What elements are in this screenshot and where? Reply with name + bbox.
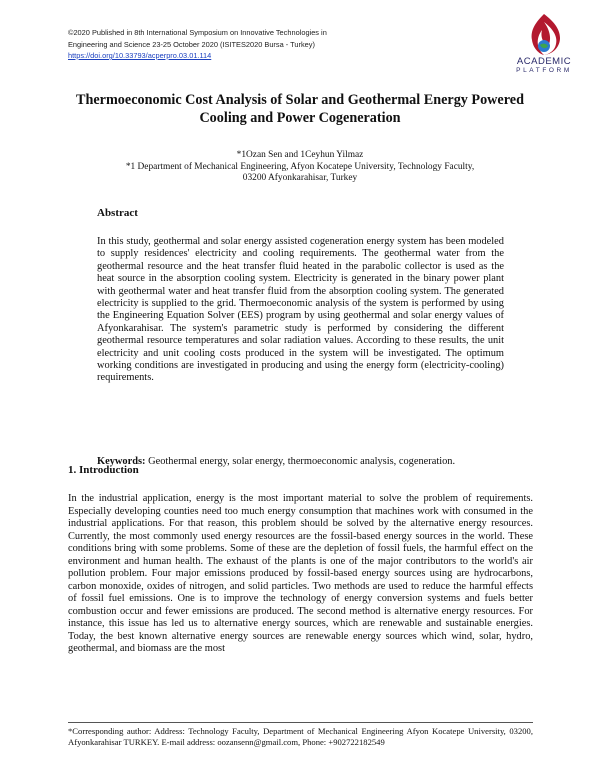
flame-icon xyxy=(522,12,566,58)
academic-platform-logo xyxy=(506,12,582,82)
keywords-text: Geothermal energy, solar energy, thermoeconomic analysis, cogeneration. xyxy=(148,456,456,467)
author-names: *1Ozan Sen and 1Ceyhun Yilmaz xyxy=(236,150,364,160)
publication-header xyxy=(68,27,488,62)
author-block xyxy=(60,150,540,185)
introduction-heading: 1. Introduction xyxy=(68,464,139,476)
header-line-1: ©2020 Published in 8th International Symposium on Innovative Technologies in xyxy=(68,28,327,37)
abstract-text: In this study, geothermal and solar energy assisted cogeneration energy system has been modeled to supply residences' electricity and cooling requirements. The geothermal water from the geothermal resource and the heat transfer fluid heated in the parabolic collector is used as the heat source in the absorption cooling system. Electricity is generated in the binary power plant with geothermal water and heat transfer fluid from the absorption cooling system. The generated electricity is supplied to the grid. Thermoeconomic analysis of the system is performed by using the Engineering Equation Solver (EES) program by using geothermal and solar energy values of Afyonkarahisar. The system's parametric study is performed by considering the different geothermal resource temperatures and solar radiation values. According to these results, the unit electricity and unit cooling costs produced in the system will be investigated. The optimum working conditions are investigated in producing and using the energy form (electricity-cooling) requirements. xyxy=(97,236,504,384)
logo-word-academic: ACADEMIC xyxy=(516,56,572,67)
abstract-heading: Abstract xyxy=(97,207,138,219)
introduction-text: In the industrial application, energy is the most important material to solve the problem of requirements. Especially developing counties need too much energy consumption that machines work with consumed in the industrial applications. For that reason, this problem should be solved by the alternative energy resources. Currently, the most commonly used energy resources are the fossil-based energy sources in the world. These conditions bring with some problems. Some of these are the depletion of fossil fuels, the harmful effect on the environment and human health. The exhaust of the plants is one of the major contributors to the world's air pollution problem. Four major emissions produced by fossil-based energy sources using are hydrocarbons, carbon monoxide, oxides of nitrogen, and solid particles. Two methods are used to reduce the harmful effects of fossil fuel emissions. One is to improve the technology of energy conversion systems and fuels better combustion occur and fewer emissions are produced. The second method is alternative energy resources. For instance, this issue has led us to alternative energy sources, which are renewable and sustainable energies. Today, the best known alternative energy sources are renewable energy sources which wind, solar, hydro, geothermal, and biomass are the most xyxy=(68,493,533,654)
footnote-divider xyxy=(68,722,533,723)
keywords-label: Keywords: xyxy=(97,456,146,467)
doi-link[interactable]: https://doi.org/10.33793/acperpro.03.01.114 xyxy=(68,51,212,60)
paper-title: Thermoeconomic Cost Analysis of Solar and Geothermal Energy Powered Cooling and Power Cogeneration xyxy=(76,92,524,126)
logo-word-platform: PLATFORM xyxy=(516,67,572,74)
keywords xyxy=(97,456,517,467)
author-address: 03200 Afyonkarahisar, Turkey xyxy=(242,173,358,183)
header-line-2: Engineering and Science 23-25 October 2020 (ISITES2020 Bursa - Turkey) xyxy=(68,39,315,49)
footnote: *Corresponding author: Address: Technology Faculty, Department of Mechanical Engineering Afyon Kocatepe University, 03200, Afyonkarahisar TURKEY. E-mail address: oozansenn@gmail.com, Phone: +902722182549 xyxy=(68,726,533,747)
author-affiliation: *1 Department of Mechanical Engineering, Afyon Kocatepe University, Technology Faculty, xyxy=(125,161,475,172)
